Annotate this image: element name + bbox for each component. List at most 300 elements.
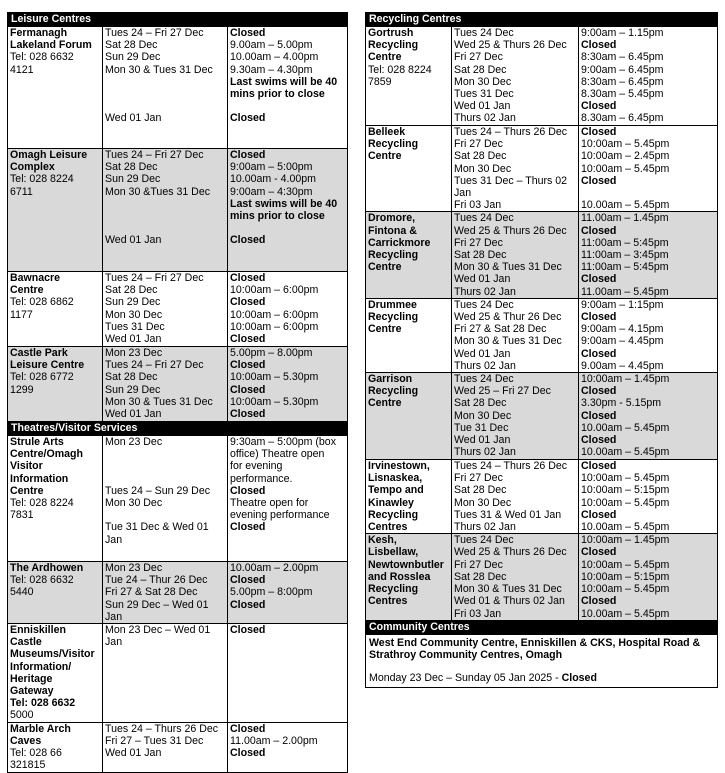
date-line: Tues 24 Dec [454,212,514,225]
time-line: Closed [581,311,617,324]
time-line: 9:00am – 1.15pm [581,27,664,39]
date-line: Mon 30 & Tues 31 Dec [454,335,562,348]
time-line: Closed [230,408,266,421]
date-line: Tues 24 – Thurs 26 Dec [454,460,568,473]
date-line: Wed 01 Jan [105,112,162,125]
date-line: Fri 27 Dec [454,472,503,485]
venue-row [8,436,348,562]
time-line: Closed [581,100,617,113]
venue-line: 1177 [10,308,33,321]
date-line: Wed 01 Jan [105,747,162,760]
date-line: Tue 24 – Thur 26 Dec [105,574,208,587]
time-line: 10.00am – 4.00pm [230,51,319,64]
time-line: 8:30am – 6.45pm [581,51,664,64]
time-line: Closed [230,484,266,497]
date-line: Fri 27 – Tues 31 Dec [105,734,204,747]
time-line: Closed [581,347,617,360]
time-line: 11:00am – 5:45pm [581,261,669,274]
venue-line: Irvinestown, [368,460,430,473]
venue-name-cell [8,436,103,562]
date-line: Wed 01 Jan [105,333,162,346]
venue-name-cell [366,534,452,621]
times-cell [579,373,718,460]
date-line: Mon 30 &Tues 31 Dec [105,185,211,198]
time-line: 11:00am – 5:45pm [581,236,669,249]
venue-name-cell [8,272,103,347]
time-line: Closed [581,460,617,473]
dates-cell [103,347,228,422]
time-line [230,100,345,112]
venue-line: Bawnacre [10,272,61,284]
time-line: Theatre open for [230,497,309,510]
date-line: Mon 30 Dec [105,308,163,321]
time-line: Last swims will be 40 [230,197,338,210]
time-line: 11.00am – 5.45pm [581,285,669,298]
time-line: 10.00am – 5.45pm [581,521,670,534]
venue-line: Carrickmore [368,236,431,249]
venue-name-cell [366,212,452,298]
venue-line: 4121 [10,63,34,76]
time-line: Closed [581,224,617,237]
time-line: 9.00am – 5.00pm [230,39,313,52]
time-line: 10:00am – 6:00pm [230,308,319,321]
venue-line: Recycling [368,508,419,521]
date-line: Fri 27 Dec [454,51,503,64]
date-line: Fri 27 Dec [454,236,503,249]
venue-line: Recycling [368,249,419,262]
venue-line: Heritage [10,672,53,685]
venue-row [366,212,718,298]
date-line: Sun 29 Dec [105,173,161,186]
venue-line: and Rosslea [368,570,431,583]
date-line [105,88,225,100]
venue-row [366,460,718,534]
venue-line: 5000 [10,709,34,722]
times-cell [228,272,348,347]
venue-line: Dromore, [368,212,416,225]
date-line: Thurs 02 Jan [454,285,516,298]
venue-line: Lisbellaw, [368,546,419,559]
date-line: Tues 31 & Wed 01 Jan [454,508,562,521]
times-cell [228,347,348,422]
venue-name-cell [8,149,103,272]
date-line: Tues 31 Dec [454,88,514,101]
dates-cell [452,534,579,621]
venue-line: Omagh Leisure [10,149,88,161]
venue-line: Centres [368,521,408,534]
date-line: Thurs 02 Jan [454,112,516,125]
time-line: office) Theatre open [230,448,325,461]
times-cell [228,27,348,149]
dates-cell [103,272,228,347]
time-line: 10:00am – 5.45pm [581,472,670,485]
times-cell [228,624,348,723]
date-line: Tues 24 Dec [454,373,514,386]
date-line: Sat 28 Dec [454,570,507,583]
dates-cell [452,126,579,212]
times-cell [579,212,718,298]
dates-cell [452,460,579,534]
venue-line: Tel: 028 6862 [10,296,74,309]
date-line: Mon 30 & Tues 31 Dec [454,583,562,596]
venue-line: Drummee [368,298,417,311]
venue-line: Enniskillen [10,624,66,637]
time-line: 9:00am – 1:15pm [581,298,664,311]
venue-line: Tel: 028 6772 [10,371,74,384]
venue-line: 6711 [10,185,33,198]
date-line: Tue 31 Dec [454,421,509,434]
date-line: Tues 24 Dec [454,534,514,547]
date-line [105,460,225,472]
date-line: Wed 01 Jan [105,408,162,421]
venue-row [8,149,348,272]
times-cell [579,460,718,534]
time-line: 8.30am – 6.45pm [581,112,664,125]
times-cell [579,126,718,212]
venue-line: 321815 [10,759,46,772]
date-line: Wed 25 – Fri 27 Dec [454,385,551,398]
date-line [105,100,225,112]
venue-line: Tel: 028 8224 [10,173,74,186]
venue-line: Castle Park [10,347,68,359]
date-line: Tues 24 – Fri 27 Dec [105,27,204,39]
time-line: 9.30am – 4.30pm [230,63,313,76]
time-line: 11.00am – 1.45pm [581,212,669,225]
venue-name-cell [8,27,103,149]
date-line: Jan [105,636,123,649]
time-line: Closed [581,273,617,286]
date-line: Tue 31 Dec & Wed 01 [105,521,209,534]
date-line [105,222,225,234]
time-line: 9:30am – 5:00pm (box [230,436,336,448]
venue-line: Tel: 028 6632 [10,574,74,587]
venue-row [366,298,718,372]
venue-name-cell [8,562,103,624]
date-line: Mon 30 Dec [454,75,512,88]
times-cell [228,436,348,562]
time-line: 5.00pm – 8.00pm [230,347,313,359]
time-line: 10:00am – 5.30pm [230,371,319,384]
section-header-theatres: Theatres/Visitor Services [8,422,348,436]
time-line: 9:00am – 4:30pm [230,185,313,198]
time-line: 8:30am – 6.45pm [581,75,664,88]
time-line: 8.30am – 5.45pm [581,88,664,101]
time-line: Closed [581,595,617,608]
left-schedule-table [7,12,348,773]
time-line: Closed [581,126,617,138]
venue-line: Tel: 028 6632 [10,51,74,64]
date-line [105,509,225,521]
venue-name-cell [8,347,103,422]
dates-cell [103,562,228,624]
venue-line: Centre [368,397,402,410]
date-line: Sun 29 Dec [105,51,161,64]
dates-cell [103,149,228,272]
time-line: Closed [230,234,266,247]
date-line: Sat 28 Dec [454,150,507,163]
date-line: Tues 24 Dec [454,298,514,311]
date-line: Fri 27 Dec [454,138,503,151]
dates-cell [452,373,579,460]
time-line: Closed [230,722,266,735]
time-line: 10.00am – 2.00pm [230,562,319,574]
time-line: 10:00am – 6:00pm [230,284,319,297]
time-line: Closed [230,272,266,284]
time-line: Closed [581,385,617,398]
venue-name-cell [366,373,452,460]
time-line: 10:00am – 5:15pm [581,484,670,497]
time-line: 10:00am – 5.45pm [581,583,670,596]
venue-line: Caves [10,734,42,747]
time-line: 10:00am – 1.45pm [581,534,670,547]
time-line: 10:00am – 5.45pm [581,558,670,571]
time-line: 10.00am – 5.45pm [581,421,670,434]
date-line: Tues 24 – Sun 29 Dec [105,484,211,497]
venue-row [366,373,718,460]
times-cell [579,27,718,126]
community-closure-line [369,672,714,684]
time-line: Closed [581,434,617,447]
venue-line: Centre [368,150,402,163]
time-line: Closed [581,39,617,52]
date-line: Sat 28 Dec [454,397,507,410]
dates-cell [452,298,579,372]
dates-cell [452,212,579,298]
date-line: Mon 30 & Tues 31 Dec [105,395,213,408]
venue-line: Centre [10,284,44,297]
community-period: Monday 23 Dec – Sunday 05 Jan 2025 - [369,671,562,684]
date-line: Sat 28 Dec [105,371,158,384]
venue-row [8,624,348,723]
venue-line: 7859 [368,75,392,88]
time-line: Closed [230,296,266,309]
time-line: 11:00am – 3:45pm [581,249,669,262]
date-line: Fri 03 Jan [454,607,502,620]
venue-name-cell [366,27,452,126]
venue-line: Lakeland Forum [10,39,92,52]
date-line [105,473,225,485]
venue-name-cell [8,624,103,723]
dates-cell [452,27,579,126]
date-line: Wed 01 Jan [454,347,511,360]
date-line: Sat 28 Dec [454,249,507,262]
date-line: Tues 24 – Fri 27 Dec [105,359,204,372]
venue-row [8,347,348,422]
venue-name-cell [366,460,452,534]
venue-line: Museums/Visitor [10,648,95,661]
venue-row [366,534,718,621]
time-line: 11.00am – 2.00pm [230,734,318,747]
venue-row [8,272,348,347]
date-line: Jan [105,610,123,623]
time-line: evening performance [230,509,330,522]
dates-cell [103,624,228,723]
date-line: Sat 28 Dec [105,284,158,297]
date-line: Mon 23 Dec [105,562,163,574]
venue-line: Strule Arts [10,436,64,448]
date-line: Sat 28 Dec [454,63,507,76]
time-line: mins prior to close [230,210,325,223]
date-line: Tues 24 Dec [454,27,514,39]
venue-line: Fintona & [368,224,417,237]
venue-line: Information [10,472,69,485]
time-line: Closed [230,521,266,534]
date-line: Sun 29 Dec – Wed 01 [105,598,209,611]
venue-row [366,126,718,212]
date-line: Mon 30 Dec [454,162,512,175]
venue-line: Recycling [368,583,419,596]
date-line [105,76,225,88]
date-line: Mon 23 Dec [105,436,163,448]
venue-line: Tel: 028 6632 [10,697,76,710]
time-line: mins prior to close [230,88,325,101]
date-line: Fri 03 Jan [454,199,502,212]
venue-line: The Ardhowen [10,562,84,574]
venue-line: Visitor [10,460,43,473]
venue-line: Information/ [10,660,72,673]
date-line: Fri 27 Dec [454,558,503,571]
date-line: Mon 23 Dec [105,347,163,359]
venue-line: Tempo and [368,484,424,497]
date-line: Tues 31 Dec – Thurs 02 [454,174,568,187]
time-line: Closed [581,508,617,521]
venue-line: Centre [368,323,402,336]
time-line: 3.30pm - 5.15pm [581,397,662,410]
venue-line: Leisure Centre [10,359,85,372]
time-line: 9:00am – 4.15pm [581,323,664,336]
dates-cell [103,27,228,149]
date-line: Fri 27 & Sat 28 Dec [454,323,547,336]
right-schedule-table [365,12,718,688]
time-line: 10.00am - 4.00pm [230,173,316,186]
date-line: Wed 01 Jan [454,434,511,447]
time-line: 10.00am – 5.45pm [581,199,670,212]
date-line: Thurs 02 Jan [454,359,516,372]
date-line: Sat 28 Dec [105,39,158,52]
date-line: Wed 01 Jan [454,100,511,113]
time-line [581,187,715,199]
community-venues: West End Community Centre, Enniskillen & CKS, Hospital Road & Strathroy Community Centres, Omagh [369,637,701,662]
time-line: 10:00am – 6:00pm [230,320,319,333]
venue-line: Tel: 028 8224 [368,63,432,76]
date-line: Fri 27 & Sat 28 Dec [105,586,198,599]
venue-line: Centre [10,484,44,497]
date-line: Jan [105,533,123,546]
date-line: Wed 01 Jan [105,234,162,247]
date-line: Mon 30 Dec [454,409,512,422]
venue-line: Lisnaskea, [368,472,423,485]
date-line: Tues 24 – Thurs 26 Dec [454,126,568,138]
time-line: Closed [581,409,617,422]
venue-row [8,27,348,149]
venue-name-cell [366,126,452,212]
venue-name-cell [366,298,452,372]
time-line: Closed [581,174,617,187]
venue-line: Belleek [368,126,406,138]
date-line: Tues 31 Dec [105,320,165,333]
community-centres-cell [366,635,718,688]
venue-line: Gateway [10,685,54,698]
time-line: 10:00am – 5:15pm [581,570,670,583]
time-line: Closed [230,359,266,372]
venue-line: Recycling [368,385,419,398]
community-status: Closed [561,671,597,684]
date-line: Sat 28 Dec [105,161,158,174]
date-line [105,198,225,210]
time-line: Closed [230,27,266,39]
time-line: performance. [230,472,293,485]
section-header-community-centres: Community Centres [366,621,718,635]
venue-line: 1299 [10,383,34,396]
section-header-leisure-centres: Leisure Centres [8,13,348,27]
times-cell [228,562,348,624]
venue-line: Garrison [368,373,413,386]
venue-row [366,27,718,126]
time-line: Closed [230,383,266,396]
date-line: Wed 25 & Thurs 26 Dec [454,224,567,237]
time-line: Closed [230,112,266,125]
date-line: Mon 30 Dec [454,496,512,509]
dates-cell [103,436,228,562]
time-line [230,222,345,234]
venue-line: Newtownbutler [368,558,444,571]
time-line: 10:00am – 5.30pm [230,395,319,408]
date-line: Thurs 02 Jan [454,446,516,459]
time-line: 9:00am – 5:00pm [230,161,313,174]
time-line: Closed [230,149,266,161]
time-line: 10:00am – 5.45pm [581,496,670,509]
time-line: 9:00am – 6.45pm [581,63,664,76]
venue-line: 7831 [10,509,34,522]
time-line: 5.00pm – 8:00pm [230,586,313,599]
date-line: Wed 01 Jan [454,273,511,286]
date-line: Wed 25 & Thur 26 Dec [454,311,562,324]
date-line: Mon 30 & Tues 31 Dec [454,261,562,274]
date-line: Wed 25 & Thurs 26 Dec [454,39,567,52]
time-line: Closed [230,747,266,760]
date-line: Wed 25 & Thurs 26 Dec [454,546,567,559]
date-line [105,448,225,460]
time-line: 10:00am – 5.45pm [581,162,670,175]
venue-line: Recycling [368,311,419,324]
venue-line: Tel: 028 8224 [10,497,74,510]
time-line: 10:00am – 2.45pm [581,150,670,163]
time-line: 10.00am – 5.45pm [581,446,670,459]
date-line: Tues 24 – Fri 27 Dec [105,272,204,284]
date-line: Sat 28 Dec [454,484,507,497]
venue-row [8,562,348,624]
date-line: Tues 24 – Thurs 26 Dec [105,722,219,735]
date-line: Thurs 02 Jan [454,521,516,534]
venue-line: Castle [10,636,42,649]
venue-line: Recycling [368,138,419,151]
times-cell [579,534,718,621]
venue-line: Kesh, [368,534,397,547]
venue-line: Kinawley [368,496,414,509]
venue-line: Centre/Omagh [10,448,83,461]
date-line: Mon 30 Dec [105,497,163,510]
venue-line: Fermanagh [10,27,68,39]
date-line: Jan [454,187,472,200]
venue-line: 5440 [10,586,34,599]
venue-line: Centre [368,261,402,274]
date-line: Mon 30 & Tues 31 Dec [105,63,213,76]
venue-line: Centre [368,51,402,64]
time-line: 10.00am – 5.45pm [581,607,670,620]
time-line: Closed [230,333,266,346]
time-line: Closed [230,624,266,637]
time-line: 10:00am – 1.45pm [581,373,670,386]
